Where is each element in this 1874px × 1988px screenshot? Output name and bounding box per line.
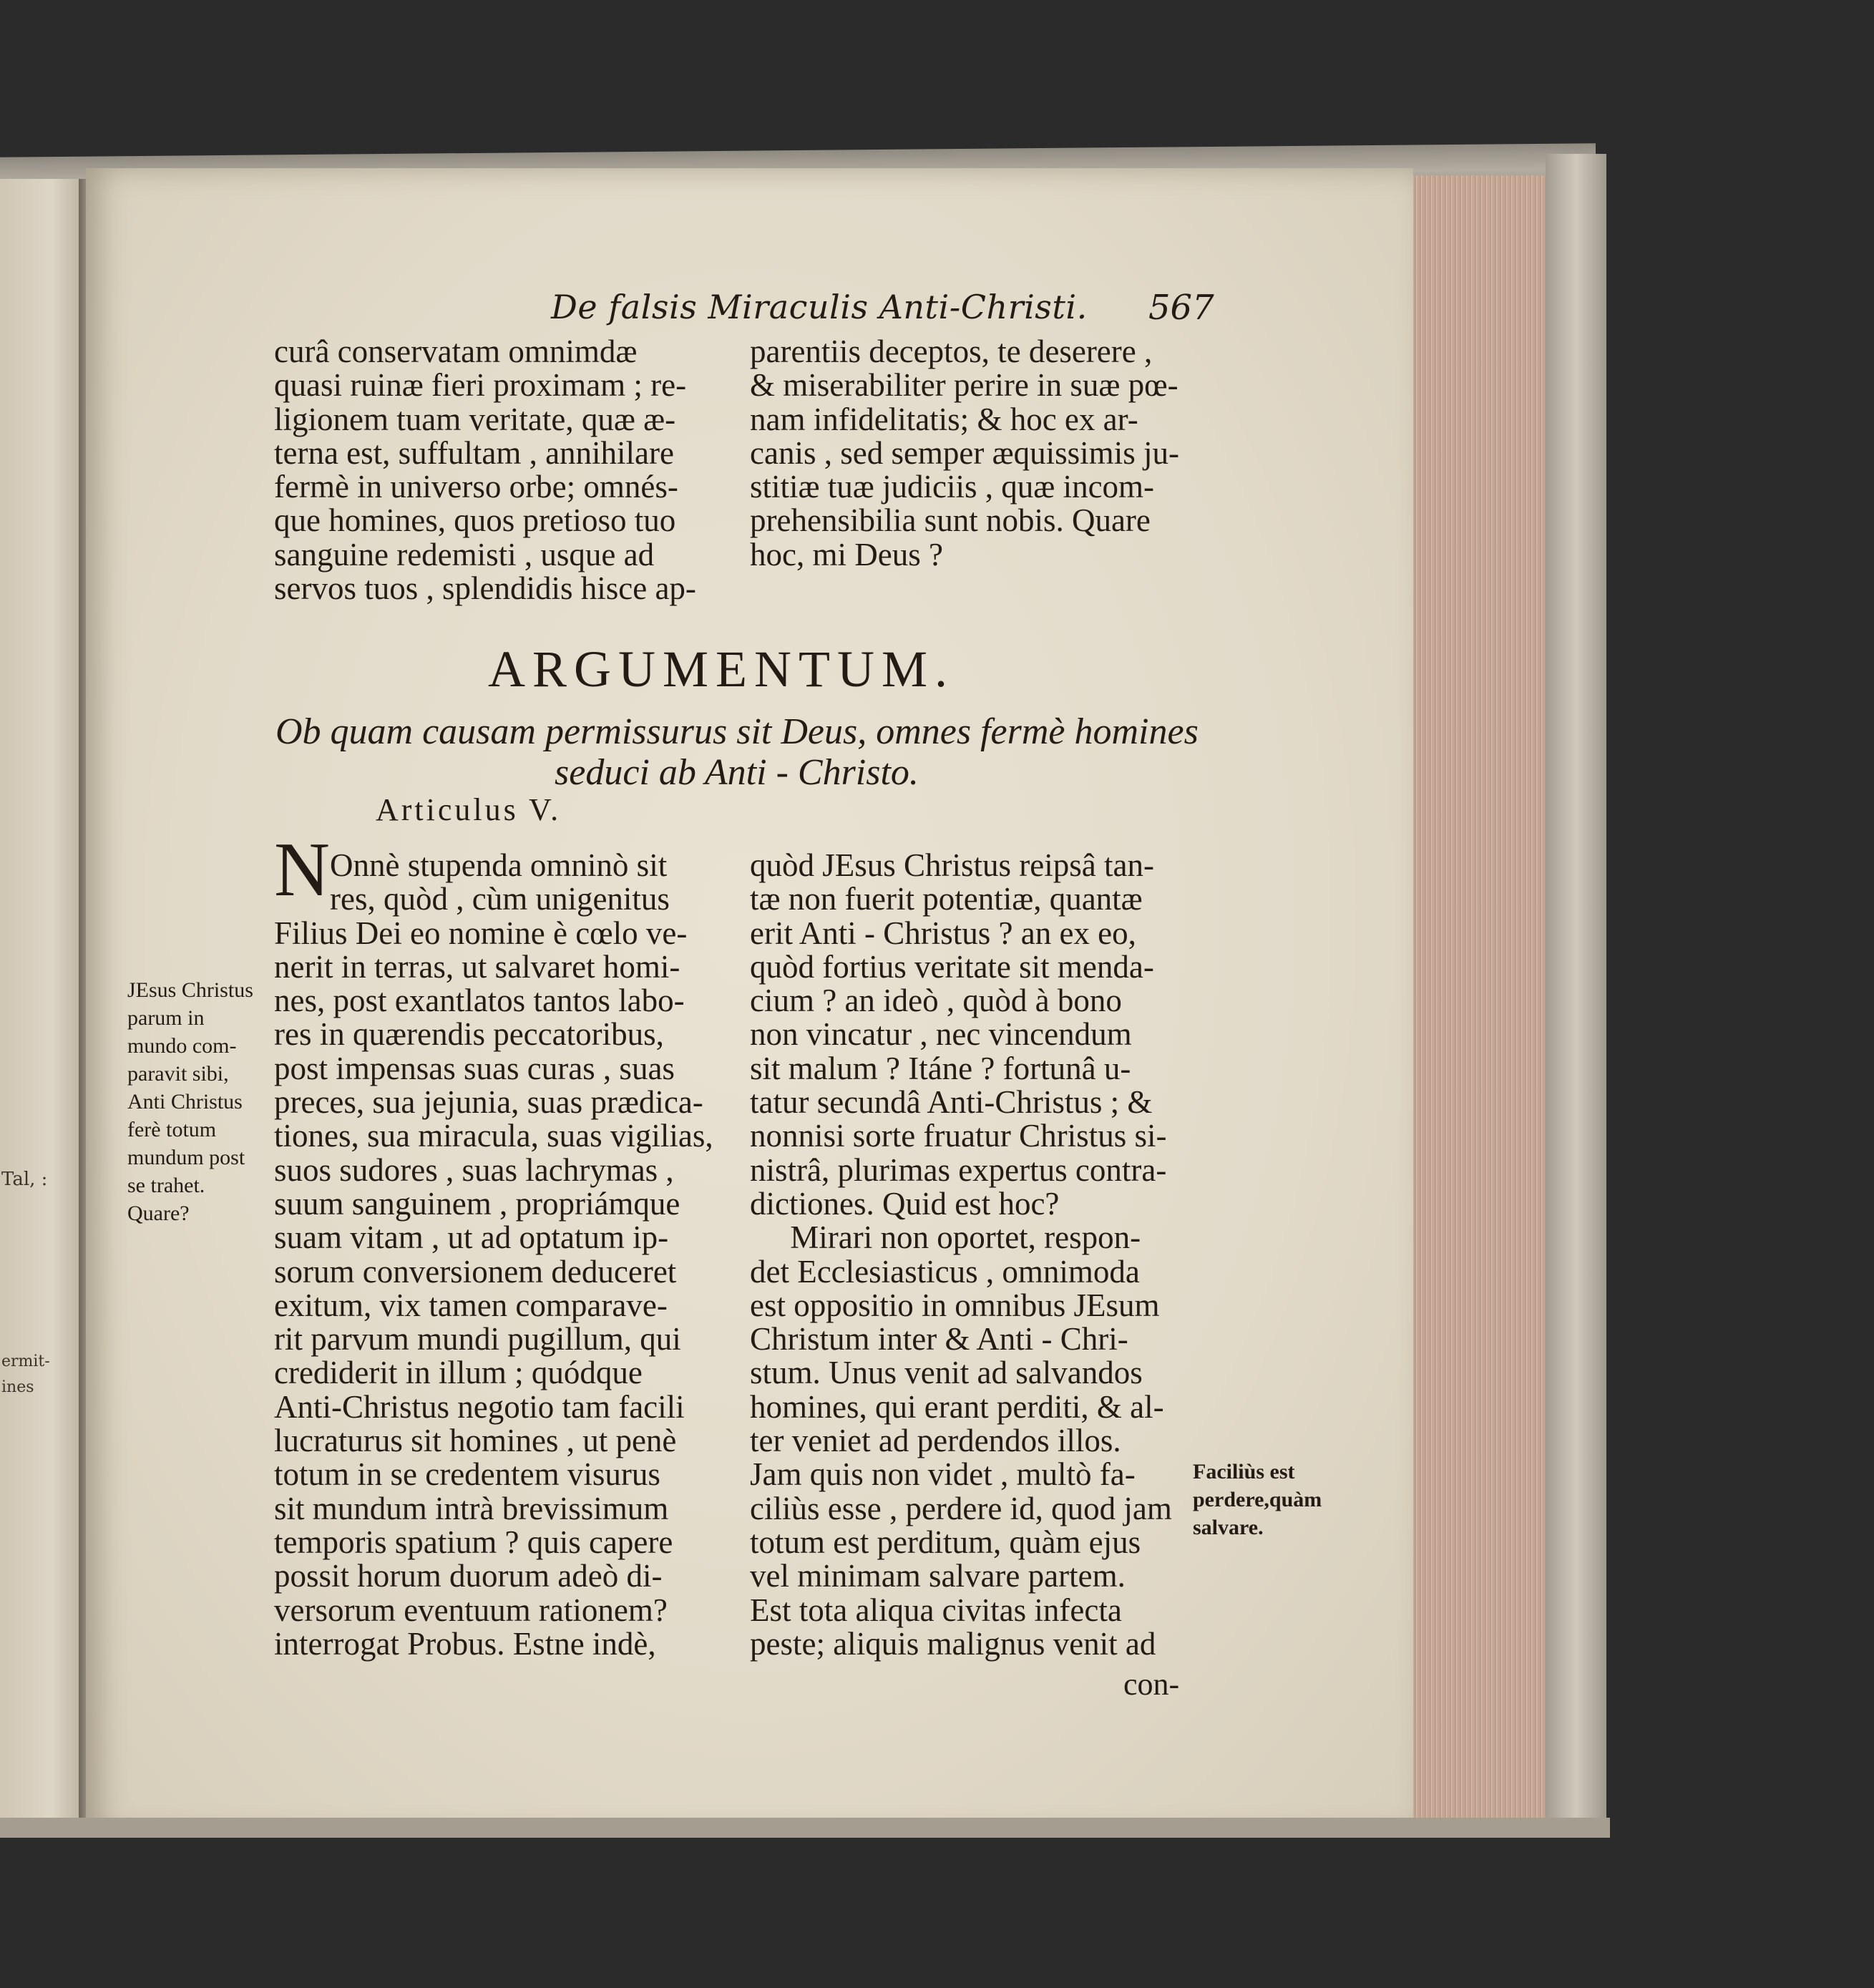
prev-page-fragment: ermit- (1, 1353, 50, 1370)
text-line: ciliùs esse , perdere id, quod jam (750, 1490, 1172, 1526)
text-line: res, quòd , cùm unigenitus (330, 881, 670, 917)
text-line: hoc, mi Deus ? (750, 536, 943, 572)
text-line: Anti-Christus negotio tam facili (274, 1388, 685, 1425)
margin-note-line: se trahet. (127, 1174, 205, 1197)
text-line: sanguine redemisti , usque ad (274, 536, 655, 572)
text-line: que homines, quos pretioso tuo (274, 502, 676, 539)
text-line: suum sanguinem , propriámque (274, 1185, 680, 1222)
text-line: sorum conversionem deduceret (274, 1253, 677, 1290)
text-line: non vincatur , nec vincendum (750, 1016, 1132, 1053)
margin-note-right (1193, 1458, 1322, 1541)
text-line: tatur secundâ Anti-Christus ; & (750, 1084, 1153, 1121)
text-line: Onnè stupenda omninò sit (330, 847, 668, 883)
margin-note-line: salvare. (1193, 1516, 1264, 1539)
text-line: ter veniet ad perdendos illos. (750, 1423, 1121, 1459)
text-line: quòd fortius veritate sit menda- (750, 948, 1154, 985)
section-title: ARGUMENTUM. (488, 640, 955, 698)
page-number: 567 (1148, 288, 1214, 328)
text-line: stitiæ tuæ judiciis , quæ incom- (750, 469, 1155, 505)
text-line: nerit in terras, ut salvaret homi- (274, 948, 680, 985)
text-line: preces, sua jejunia, suas prædica- (274, 1084, 703, 1121)
margin-note-line: JEsus Christus (127, 978, 253, 1002)
text-line: res in quærendis peccatoribus, (274, 1016, 664, 1053)
text-line: crediderit in illum ; quódque (274, 1355, 643, 1391)
text-line: nam infidelitatis; & hoc ex ar- (750, 401, 1138, 437)
page-block-edges (1413, 175, 1556, 1821)
text-line: possit horum duorum adeò di- (274, 1558, 663, 1594)
text-line: sit mundum intrà brevissimum (274, 1490, 669, 1526)
text-line: det Ecclesiasticus , omnimoda (750, 1253, 1140, 1290)
margin-note-line: parum in (127, 1006, 205, 1030)
text-line: lucraturus sit homines , ut penè (274, 1423, 677, 1459)
text-line: erit Anti - Christus ? an ex eo, (750, 915, 1136, 951)
text-line: terna est, suffultam , annihilare (274, 434, 674, 471)
margin-note-line: paravit sibi, (127, 1062, 229, 1086)
text-line: dictiones. Quid est hoc? (750, 1185, 1060, 1222)
text-line: ligionem tuam veritate, quæ æ- (274, 401, 676, 437)
prev-page-fragment: Tal, : (1, 1169, 48, 1190)
bottom-right-column (750, 849, 1194, 1661)
text-line: versorum eventuum rationem? (274, 1592, 668, 1628)
top-left-column (274, 335, 718, 605)
text-line: post impensas suas curas , suas (274, 1050, 675, 1086)
text-line: curâ conservatam omnimdæ (274, 333, 638, 369)
text-line: Jam quis non videt , multò fa- (750, 1456, 1136, 1493)
text-line: tæ non fuerit potentiæ, quantæ (750, 881, 1143, 917)
section-subtitle-line-2: seduci ab Anti - Christo. (555, 752, 919, 793)
text-line: nes, post exantlatos tantos labo- (274, 983, 685, 1019)
text-line: suos sudores , suas lachrymas , (274, 1151, 674, 1188)
margin-note-line: Quare? (127, 1202, 190, 1225)
text-line: rit parvum mundi pugillum, qui (274, 1321, 681, 1358)
bottom-left-column (274, 849, 718, 1661)
text-line: quòd JEsus Christus reipsâ tan- (750, 847, 1154, 883)
text-line: homines, qui erant perditi, & al- (750, 1388, 1164, 1425)
text-line: & miserabiliter perire in suæ pœ- (750, 367, 1178, 404)
text-line: quasi ruinæ fieri proximam ; re- (274, 367, 687, 404)
margin-note-line: mundum post (127, 1146, 245, 1169)
text-line: sit malum ? Itáne ? fortunâ u- (750, 1050, 1131, 1086)
text-line: fermè in universo orbe; omnés- (274, 469, 678, 505)
text-line: suam vitam , ut ad optatum ip- (274, 1219, 669, 1256)
prev-page-fragment: ines (1, 1378, 34, 1396)
running-header: De falsis Miraculis Anti-Christi. (551, 288, 1088, 326)
text-line: peste; aliquis malignus venit ad (750, 1625, 1156, 1662)
text-line: stum. Unus venit ad salvandos (750, 1355, 1143, 1391)
text-line: est oppositio in omnibus JEsum (750, 1287, 1160, 1323)
article-heading: Articulus V. (376, 792, 562, 827)
text-line: nonnisi sorte fruatur Christus si- (750, 1118, 1167, 1154)
text-line: tiones, sua miracula, suas vigilias, (274, 1118, 713, 1154)
margin-note-line: mundo com- (127, 1034, 237, 1058)
text-line: totum est perditum, quàm ejus (750, 1524, 1141, 1560)
text-line: temporis spatium ? quis capere (274, 1524, 673, 1560)
margin-note-left (127, 976, 253, 1227)
book-cover-fore-edge (1546, 154, 1606, 1828)
section-subtitle-line-1: Ob quam causam permissurus sit Deus, omnes fermè homines (275, 711, 1199, 752)
catchword: con- (1123, 1667, 1180, 1702)
text-line: exitum, vix tamen comparave- (274, 1287, 668, 1323)
text-line: cium ? an ideò , quòd à bono (750, 983, 1122, 1019)
text-line: canis , sed semper æquissimis ju- (750, 434, 1179, 471)
text-line: servos tuos , splendidis hisce ap- (274, 570, 696, 607)
previous-page-edge (0, 179, 86, 1825)
text-line: vel minimam salvare partem. (750, 1558, 1126, 1594)
text-line: nistrâ, plurimas expertus contra- (750, 1151, 1167, 1188)
margin-note-line: perdere,quàm (1193, 1488, 1322, 1511)
text-line: Filius Dei eo nomine è cœlo ve- (274, 915, 688, 951)
text-line: Est tota aliqua civitas infecta (750, 1592, 1122, 1628)
top-right-column (750, 335, 1194, 572)
margin-note-line: Anti Christus (127, 1090, 243, 1114)
text-line: parentiis deceptos, te deserere , (750, 333, 1153, 369)
drop-cap: N (274, 827, 330, 912)
book-cover-bottom-edge (0, 1818, 1610, 1838)
text-line: prehensibilia sunt nobis. Quare (750, 502, 1151, 539)
text-line: totum in se credentem visurus (274, 1456, 660, 1493)
margin-note-line: Faciliùs est (1193, 1460, 1295, 1483)
text-line: Christum inter & Anti - Chri- (750, 1321, 1128, 1358)
text-line: Mirari non oportet, respon- (750, 1219, 1141, 1256)
margin-note-line: ferè totum (127, 1118, 217, 1141)
text-line: interrogat Probus. Estne indè, (274, 1625, 656, 1662)
